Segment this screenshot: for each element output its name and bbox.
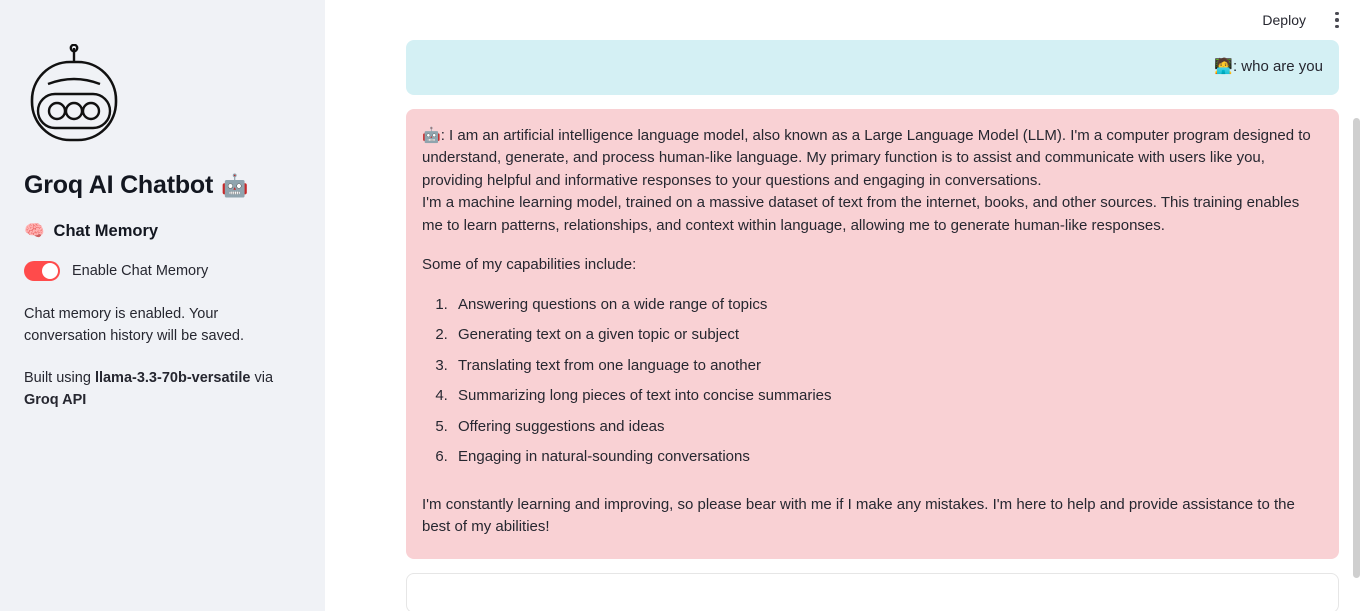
built-using-middle: via [250, 370, 274, 387]
assistant-closing: I'm constantly learning and improving, so please bear with me if I make any mistakes. I'm here to help and provide assistance to the best of my abilities! [422, 495, 1295, 535]
sidebar [0, 0, 325, 611]
list-item: 2. Generating text on a given topic or subject [452, 324, 1323, 347]
menu-dot [1335, 18, 1339, 22]
deploy-button[interactable]: Deploy [1256, 8, 1312, 32]
capabilities-intro: Some of my capabilities include: [422, 256, 637, 273]
assistant-paragraph-2: I'm a machine learning model, trained on a massive dataset of text from the internet, books, and other sources. This training enables me to learn patterns, relationships, and context within language, allowing me to generate human-like responses. [422, 194, 1300, 234]
list-item: 1. Answering questions on a wide range of topics [452, 294, 1323, 317]
spacer [422, 277, 1323, 294]
chat-message-user [406, 40, 1339, 95]
api-name: Groq API [24, 392, 87, 409]
user-message-text: : who are you [1232, 58, 1323, 75]
model-name: llama-3.3-70b-versatile [94, 370, 251, 387]
chat-scrollbar-track[interactable] [1356, 40, 1363, 606]
user-avatar-icon: 🧑‍💻 [1214, 58, 1233, 75]
page-title [24, 171, 301, 200]
list-item: 6. Engaging in natural-sounding conversations [452, 446, 1323, 469]
chat-scrollbar-thumb[interactable] [1353, 118, 1360, 578]
chat-message-list [325, 40, 1366, 611]
kebab-menu-icon[interactable] [1326, 7, 1348, 33]
page-title-text: Groq AI Chatbot [24, 171, 214, 199]
chat-memory-section-header [24, 222, 301, 241]
toggle-knob [42, 263, 58, 279]
enable-chat-memory-row[interactable] [24, 261, 301, 281]
assistant-paragraph-1 [422, 125, 1323, 193]
built-using-note [24, 367, 289, 411]
assistant-paragraph-1-text: : I am an artificial intelligence language model, also known as a Large Language Model (LLM). I'm a computer program designed to understand, generate, and process human-like language. My primary function is to assist and communicate with users like you, providing helpful and informative responses to your questions and engaging in conversations. [422, 126, 1311, 189]
list-item: 5. Offering suggestions and ideas [452, 416, 1323, 439]
list-item: 3. Translating text from one language to another [452, 355, 1323, 378]
main-content [325, 0, 1366, 611]
topbar [325, 0, 1366, 40]
spacer [422, 237, 1323, 254]
enable-chat-memory-label: Enable Chat Memory [72, 263, 209, 279]
assistant-avatar-icon: 🤖 [422, 126, 441, 144]
enable-chat-memory-toggle[interactable] [24, 261, 60, 281]
chat-memory-label: Chat Memory [53, 222, 159, 240]
spacer [422, 477, 1323, 494]
brain-icon: 🧠 [24, 222, 45, 240]
menu-dot [1335, 25, 1339, 29]
built-using-prefix: Built using [24, 370, 95, 387]
list-item: 4. Summarizing long pieces of text into concise summaries [452, 385, 1323, 408]
robot-logo-icon [24, 44, 301, 157]
capabilities-list [422, 294, 1323, 469]
chat-message-next [406, 573, 1339, 611]
menu-dot [1335, 12, 1339, 16]
chat-memory-note: Chat memory is enabled. Your conversation history will be saved. [24, 306, 245, 345]
chat-message-assistant [406, 109, 1339, 559]
robot-emoji-icon: 🤖 [221, 172, 249, 198]
